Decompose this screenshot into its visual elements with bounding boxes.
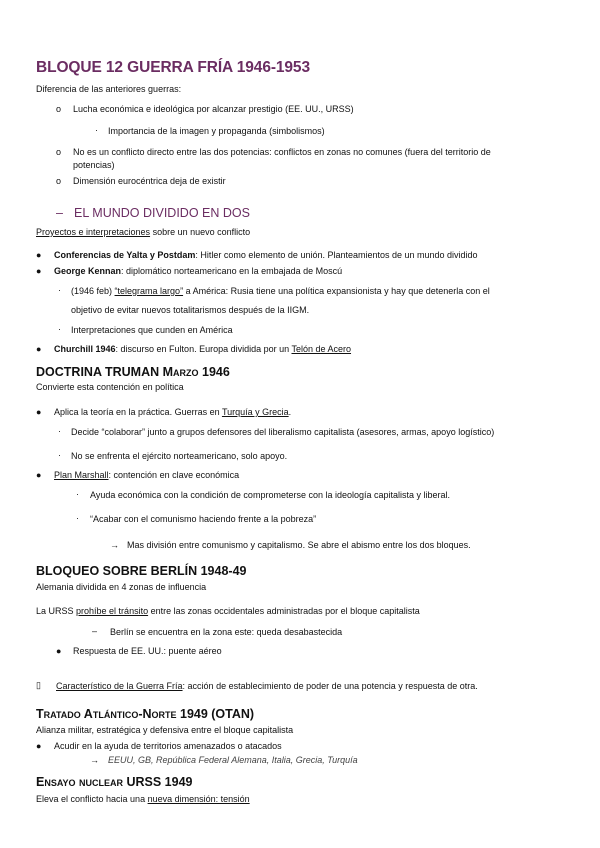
text: 1949 (OTAN) [176, 707, 255, 721]
berlin-zona-este: Berlín se encuentra en la zona este: queda desabastecida [110, 627, 343, 637]
nuclear-paragraph [36, 793, 250, 805]
text: 1946 [198, 365, 230, 379]
arrow-right-icon: → [90, 755, 99, 765]
section-heading-truman [36, 364, 230, 380]
diff-item-2-line1: No es un conflicto directo entre las dos potencias: conflictos en zonas no comunes (fuera del territorio de [73, 147, 491, 157]
arrow-right-icon: → [110, 540, 119, 550]
dot-bullet-icon: · [58, 426, 61, 436]
small-caps-text: Tratado Atlántico-Norte [36, 707, 177, 721]
list-item-churchill [54, 343, 351, 355]
underlined-text: Telón de Acero [291, 344, 352, 354]
marshall-quote: “Acabar con el comunismo haciendo frente a la pobreza” [90, 514, 317, 524]
text: : diplomático norteamericano en la embajada de Moscú [121, 266, 343, 276]
bullet-icon: ● [36, 470, 42, 480]
diff-item-3: Dimensión eurocéntrica deja de existir [73, 176, 226, 186]
berlin-subtitle: Alemania dividida en 4 zonas de influencia [36, 582, 207, 592]
list-item-plan-marshall [54, 469, 239, 481]
text: : Hitler como elemento de unión. Planteamientos de un mundo dividido [195, 250, 478, 260]
bullet-icon: ● [36, 407, 42, 417]
bold-text: Conferencias de Yalta y Postdam [54, 250, 196, 260]
underlined-text: “telegrama largo” [114, 286, 184, 296]
bullet-icon: ● [36, 250, 42, 260]
dot-bullet-icon: · [58, 324, 61, 334]
bullet-icon: ● [36, 741, 42, 751]
kennan-telegrama-line1 [71, 285, 490, 297]
underlined-text: Proyectos e interpretaciones [36, 227, 151, 237]
dash-icon: – [92, 626, 98, 636]
section-heading-otan [36, 706, 254, 722]
dot-bullet-icon: · [95, 125, 98, 135]
section-heading-mundo-dividido: EL MUNDO DIVIDIDO EN DOS [74, 206, 250, 220]
circle-bullet-icon: o [56, 104, 62, 114]
text: a América: Rusia tiene una política expansionista y hay que detenerla con el [183, 286, 490, 296]
underlined-text: nueva dimensión: tensión [147, 794, 250, 804]
dot-bullet-icon: · [76, 489, 79, 499]
diff-item-1: Lucha económica e ideológica por alcanzar prestigio (EE. UU., URSS) [73, 104, 354, 114]
otan-acudir: Acudir en la ayuda de territorios amenazados o atacados [54, 741, 282, 751]
text: Aplica la teoría en la práctica. Guerras en [54, 407, 222, 417]
intro-text: Diferencia de las anteriores guerras: [36, 84, 182, 94]
list-item-kennan [54, 265, 342, 277]
text: : discurso en Fulton. Europa dividida por un [115, 344, 292, 354]
diff-item-2-line2: potencias) [73, 160, 115, 170]
text: sobre un nuevo conflicto [150, 227, 251, 237]
underlined-text: Turquía y Grecia [221, 407, 289, 417]
truman-colaborar: Decide “colaborar” junto a grupos defensores del liberalismo capitalista (asesores, armas, apoyo logístico) [71, 427, 495, 437]
small-caps-text: Marzo [162, 365, 199, 379]
bold-text: Churchill 1946 [54, 344, 116, 354]
text: (1946 feb) [71, 286, 115, 296]
text: Eleva el conflicto hacia una [36, 794, 148, 804]
circle-bullet-icon: o [56, 176, 62, 186]
berlin-caracteristico [56, 680, 478, 692]
bold-text: George Kennan [54, 266, 122, 276]
truman-subtitle: Convierte esta contención en política [36, 382, 184, 392]
underlined-text: Característico de la Guerra Fría [56, 681, 183, 691]
underlined-text: prohíbe el tránsito [76, 606, 149, 616]
text: DOCTRINA TRUMAN [36, 365, 163, 379]
text: URSS 1949 [123, 775, 193, 789]
diff-item-1a: Importancia de la imagen y propaganda (simbolismos) [108, 126, 325, 136]
bullet-icon: ● [56, 646, 62, 656]
bullet-icon: ● [36, 266, 42, 276]
text: entre las zonas occidentales administradas por el bloque capitalista [148, 606, 420, 616]
circle-bullet-icon: o [56, 147, 62, 157]
section-heading-ensayo-nuclear [36, 774, 192, 790]
otan-subtitle: Alianza militar, estratégica y defensiva entre el bloque capitalista [36, 725, 294, 735]
section1-intro [36, 226, 250, 238]
kennan-telegrama-line2: objetivo de evitar nuevos totalitarismos después de la IIGM. [71, 305, 310, 315]
text: La URSS [36, 606, 77, 616]
berlin-paragraph [36, 605, 420, 617]
list-item-yalta [54, 249, 478, 261]
list-item-turquia-grecia [54, 406, 291, 418]
dot-bullet-icon: · [58, 285, 61, 295]
text: : contención en clave económica [108, 470, 240, 480]
small-caps-text: Ensayo nuclear [36, 775, 123, 789]
otan-miembros: EEUU, GB, República Federal Alemana, Italia, Grecia, Turquía [108, 755, 358, 765]
kennan-interpretaciones: Interpretaciones que cunden en América [71, 325, 233, 335]
bullet-icon: ● [36, 344, 42, 354]
truman-no-enfrenta: No se enfrenta el ejército norteamericano, solo apoyo. [71, 451, 288, 461]
underlined-text: Plan Marshall [54, 470, 109, 480]
page-title: BLOQUE 12 GUERRA FRÍA 1946-1953 [36, 59, 310, 76]
dash-icon: – [56, 206, 63, 220]
dot-bullet-icon: · [58, 450, 61, 460]
marshall-ayuda: Ayuda económica con la condición de comprometerse con la ideología capitalista y liberal. [90, 490, 451, 500]
marshall-division: Mas división entre comunismo y capitalismo. Se abre el abismo entre los dos bloques. [127, 540, 471, 550]
text: : acción de establecimiento de poder de una potencia y respuesta de otra. [182, 681, 478, 691]
berlin-puente-aereo: Respuesta de EE. UU.: puente aéreo [73, 646, 222, 656]
dot-bullet-icon: · [76, 513, 79, 523]
text: . [288, 407, 292, 417]
section-heading-berlin: BLOQUEO SOBRE BERLÍN 1948-49 [36, 564, 247, 578]
note-box-icon: ▯ [36, 680, 41, 690]
